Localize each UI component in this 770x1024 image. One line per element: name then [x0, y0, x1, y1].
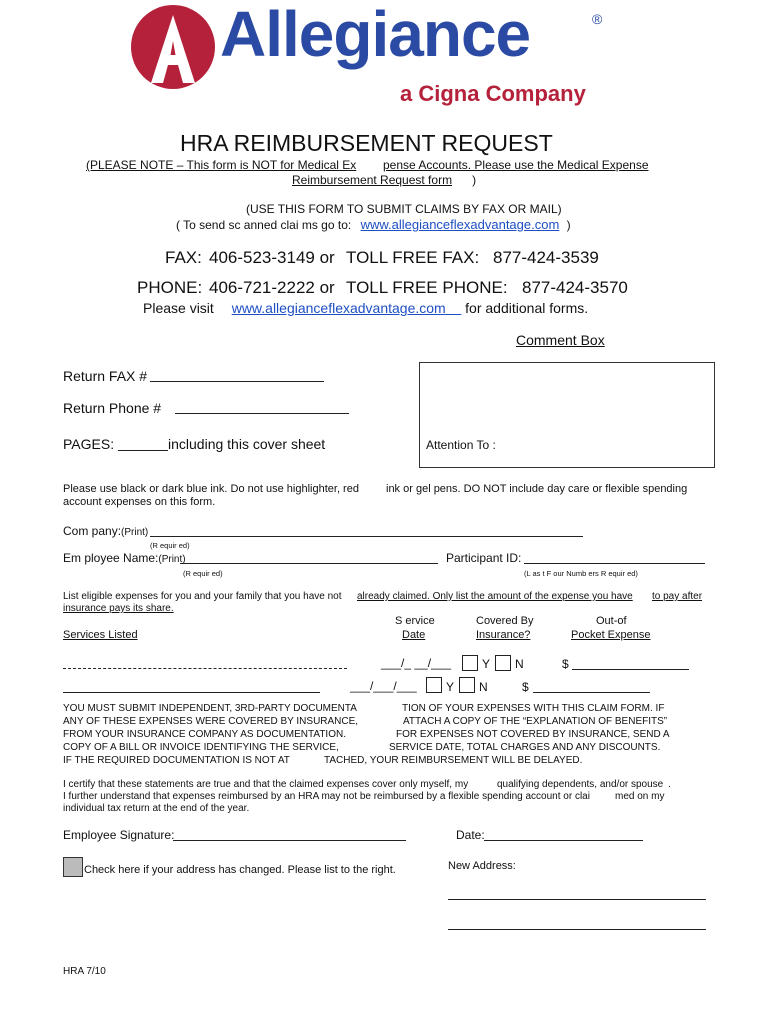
address-changed-label: Check here if your address has changed. Please list to the right.	[84, 864, 396, 876]
company-required: (R equir ed)	[150, 541, 190, 550]
send-scanned-text: ( To send sc anned clai ms go to:	[176, 218, 352, 232]
address-changed-checkbox[interactable]	[63, 857, 83, 877]
covered-header-2: Insurance?	[476, 629, 531, 641]
brand-name: Allegiance	[220, 0, 531, 70]
list-expenses-b: already claimed. Only list the amount of the expense you have	[357, 591, 633, 602]
oop-header-1: Out-of	[596, 615, 627, 627]
company-print: (Print)	[121, 527, 149, 538]
attention-label: Attention To :	[426, 438, 496, 452]
service-date-header-2: Date	[402, 629, 426, 641]
services-listed-header: Services Listed	[63, 629, 138, 641]
visit-link[interactable]: www.allegianceflexadvantage.com	[231, 300, 446, 316]
date-field-1[interactable]: ___/_ __/___	[381, 656, 452, 670]
employee-name-text: Em ployee Name:	[63, 551, 159, 565]
certify-1b: qualifying dependents, and/or spouse	[497, 779, 664, 790]
ink-note-b: ink or gel pens. DO NOT include day care or flexible spending	[386, 483, 688, 495]
participant-id-label: Participant ID:	[446, 551, 522, 565]
ink-note-a: Please use black or dark blue ink. Do not use highlighter, red	[63, 483, 359, 495]
doc-row-2a: ANY OF THESE EXPENSES WERE COVERED BY INSURANCE,	[63, 716, 359, 727]
employee-signature-label: Employee Signature:	[63, 828, 175, 842]
use-form-note: (USE THIS FORM TO SUBMIT CLAIMS BY FAX OR MAIL)	[246, 202, 562, 216]
doc-row-1a: YOU MUST SUBMIT INDEPENDENT, 3RD-PARTY DOCUMENTA	[63, 703, 357, 714]
service-date-header-1: S ervice	[395, 615, 435, 627]
date-label: Date:	[456, 828, 485, 842]
yes-checkbox-1[interactable]	[462, 655, 478, 671]
dollar-1: $	[562, 657, 569, 671]
certify-1: I certify that these statements are true and that the claimed expenses cover only myself, my	[63, 779, 469, 790]
doc-row-2b: ATTACH A COPY OF THE “EXPLANATION OF BENEFITS”	[403, 716, 668, 727]
company-label	[63, 524, 148, 538]
list-expenses-c: to pay after	[652, 591, 703, 602]
pages-suffix: including this cover sheet	[168, 436, 326, 452]
employee-name-label	[63, 551, 186, 565]
amount-field-2[interactable]	[533, 692, 650, 693]
toll-free-phone-number: 877-424-3570	[522, 278, 628, 297]
toll-free-fax-label: TOLL FREE FAX:	[346, 248, 480, 267]
covered-header-1: Covered By	[476, 615, 534, 627]
certify-2: I further understand that expenses reimbursed by an HRA may not be reimbursed by a flexible spending account or clai	[63, 791, 590, 802]
certify-2b: med on my	[615, 791, 665, 802]
pages-label: PAGES:	[63, 436, 115, 452]
no-checkbox-1[interactable]	[495, 655, 511, 671]
allegiance-logo	[128, 0, 618, 111]
return-phone-field[interactable]	[175, 413, 349, 414]
company-label-text: Com pany:	[63, 524, 122, 538]
oop-header-2: Pocket Expense	[571, 629, 651, 641]
list-expenses-a: List eligible expenses for you and your family that you have not	[63, 591, 342, 602]
doc-row-4b: SERVICE DATE, TOTAL CHARGES AND ANY DISCOUNTS.	[389, 742, 661, 753]
send-scanned-end: )	[566, 218, 571, 232]
phone-label: PHONE:	[137, 278, 203, 297]
note-line-1b: pense Accounts. Please use the Medical Expense	[383, 158, 649, 172]
form-title: HRA REIMBURSEMENT REQUEST	[180, 130, 553, 156]
return-fax-field[interactable]	[150, 381, 324, 382]
doc-row-1b: TION OF YOUR EXPENSES WITH THIS CLAIM FORM. IF	[402, 703, 665, 714]
yes-label-1: Y	[482, 657, 491, 671]
certify-1c: .	[668, 779, 671, 790]
doc-row-5b: TACHED, YOUR REIMBURSEMENT WILL BE DELAYED.	[324, 755, 583, 766]
return-phone-label: Return Phone #	[63, 400, 162, 416]
form-code: HRA 7/10	[63, 966, 106, 977]
doc-row-3a: FROM YOUR INSURANCE COMPANY AS DOCUMENTATION.	[63, 729, 346, 740]
note-line-1a: (PLEASE NOTE – This form is NOT for Medical Ex	[86, 158, 357, 172]
date-field-2[interactable]: ___/___/___	[350, 679, 417, 693]
last-four-required: (L as t F our Numb ers R equir ed)	[524, 569, 638, 578]
note-line-2-text: Reimbursement Request form	[292, 173, 453, 187]
yes-checkbox-2[interactable]	[426, 677, 442, 693]
no-label-1: N	[515, 657, 524, 671]
registered-mark: ®	[592, 11, 603, 27]
pages-field[interactable]	[118, 450, 168, 451]
send-scanned-note	[176, 217, 571, 232]
employee-signature-field[interactable]	[173, 840, 406, 841]
new-address-label: New Address:	[448, 860, 516, 872]
service-field-1[interactable]	[63, 668, 347, 669]
employee-print: (Print)	[158, 554, 186, 565]
employee-name-field[interactable]	[180, 563, 438, 564]
new-address-field-2[interactable]	[448, 929, 706, 930]
allegiance-a-icon	[128, 3, 218, 91]
date-field[interactable]	[484, 840, 643, 841]
list-expenses-d: insurance pays its share.	[63, 603, 174, 614]
company-field[interactable]	[150, 536, 583, 537]
no-label-2: N	[479, 680, 488, 694]
amount-field-1[interactable]	[572, 669, 689, 670]
service-field-2[interactable]	[63, 692, 320, 693]
doc-row-5a: IF THE REQUIRED DOCUMENTATION IS NOT AT	[63, 755, 290, 766]
visit-line	[143, 300, 588, 316]
return-fax-label: Return FAX #	[63, 368, 148, 384]
visit-suffix: for additional forms.	[465, 300, 589, 316]
doc-row-3b: FOR EXPENSES NOT COVERED BY INSURANCE, SEND A	[396, 729, 670, 740]
note-line-2-end: )	[472, 173, 477, 187]
yes-label-2: Y	[446, 680, 455, 694]
comment-box[interactable]	[419, 362, 715, 468]
toll-free-fax-number: 877-424-3539	[493, 248, 599, 267]
fax-label: FAX:	[165, 248, 202, 267]
phone-number: 406-721-2222 or	[209, 278, 335, 297]
no-checkbox-2[interactable]	[459, 677, 475, 693]
website-link[interactable]: www.allegianceflexadvantage.com	[360, 217, 560, 232]
note-line-2	[292, 173, 476, 187]
certify-3: individual tax return at the end of the year.	[63, 803, 250, 814]
ink-note-c: account expenses on this form.	[63, 496, 216, 508]
employee-required: (R equir ed)	[183, 569, 223, 578]
participant-id-field[interactable]	[524, 563, 705, 564]
comment-box-label: Comment Box	[516, 332, 605, 348]
fax-number: 406-523-3149 or	[209, 248, 335, 267]
dollar-2: $	[522, 680, 529, 694]
brand-tagline: a Cigna Company	[400, 81, 586, 106]
toll-free-phone-label: TOLL FREE PHONE:	[346, 278, 508, 297]
new-address-field-1[interactable]	[448, 899, 706, 900]
doc-row-4a: COPY OF A BILL OR INVOICE IDENTIFYING THE SERVICE,	[63, 742, 339, 753]
visit-prefix: Please visit	[143, 300, 214, 316]
